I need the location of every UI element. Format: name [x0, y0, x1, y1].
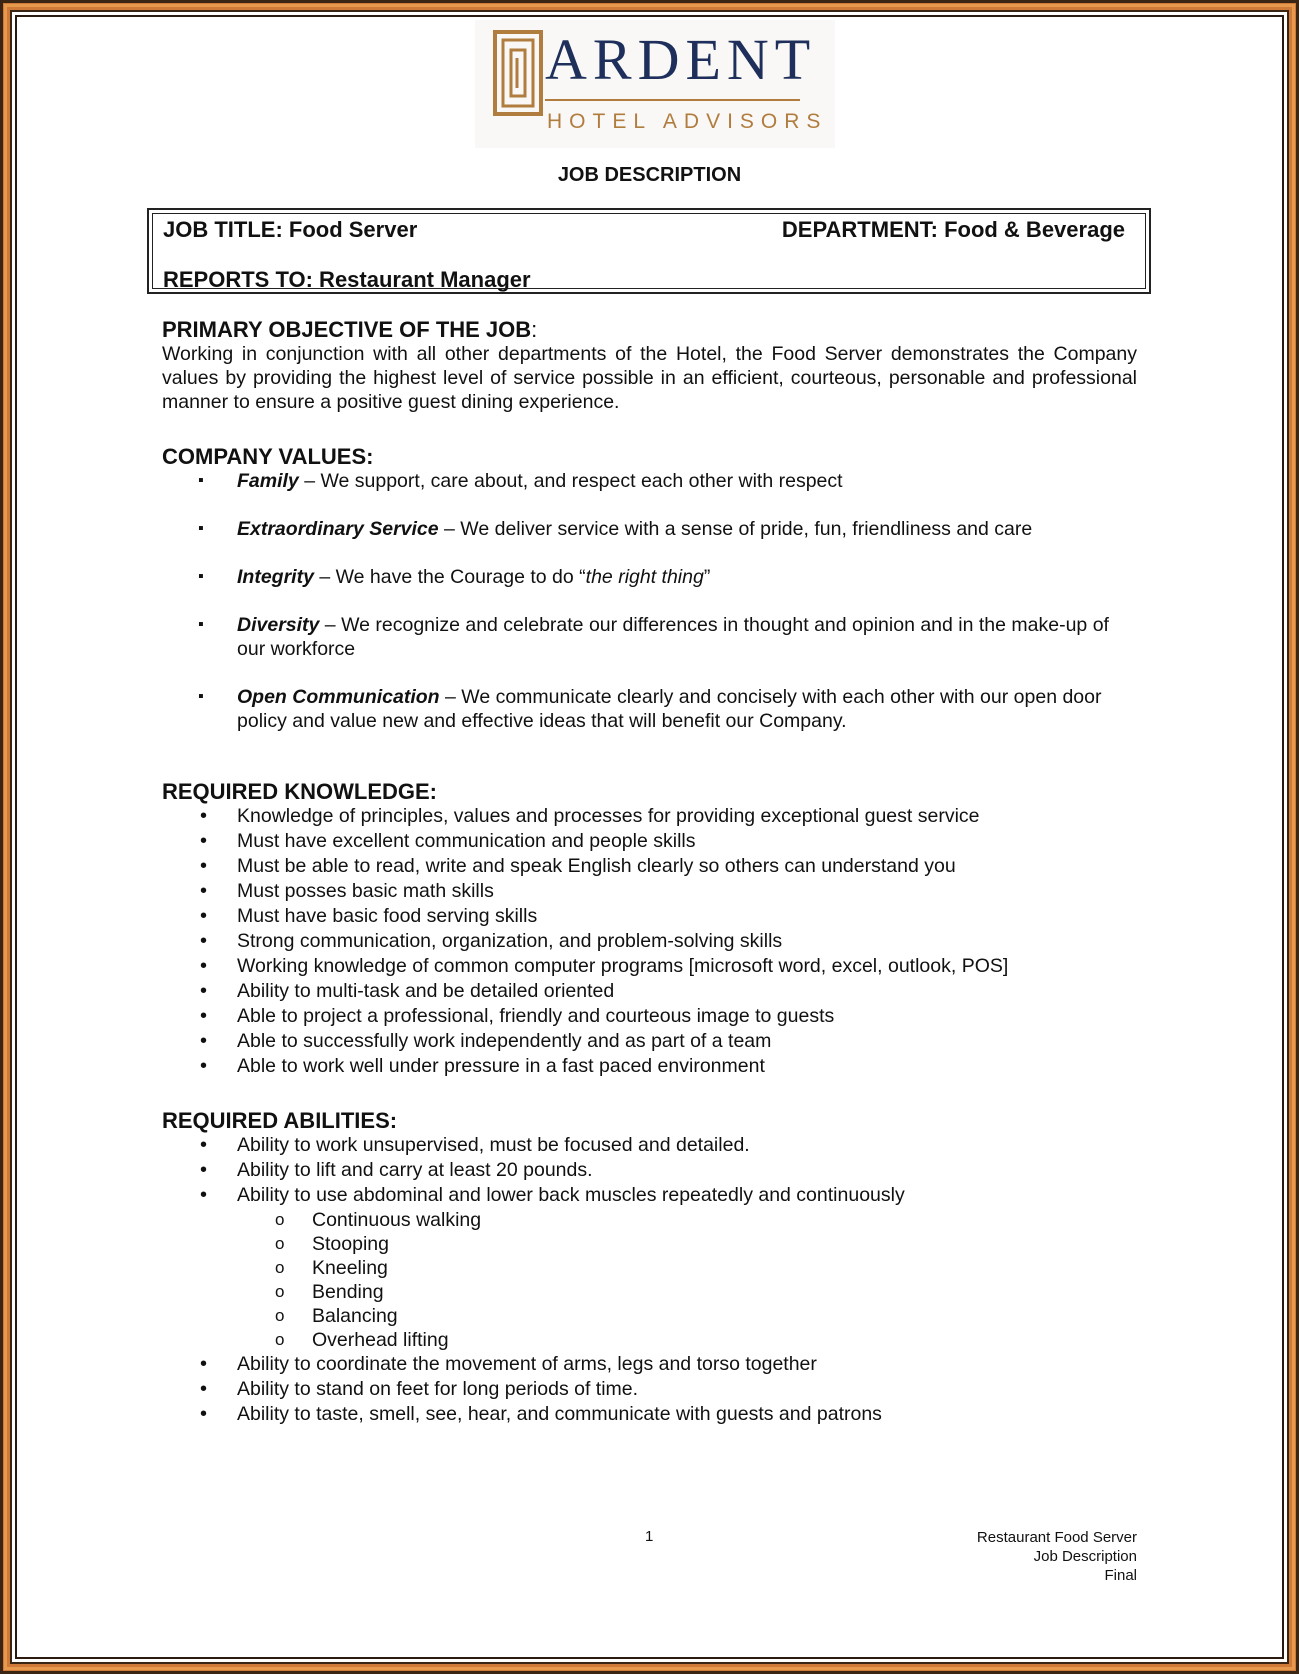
knowledge-item: • Must have basic food serving skills	[162, 904, 1137, 929]
department: DEPARTMENT: Food & Beverage	[781, 217, 1125, 242]
job-info-box	[147, 208, 1151, 294]
section-heading-objective: PRIMARY OBJECTIVE OF THE JOB:	[162, 317, 538, 342]
section-heading-knowledge: REQUIRED KNOWLEDGE:	[162, 779, 437, 804]
value-text: – We recognize and celebrate our differences in thought and opinion and in the make-up of our workforce	[237, 614, 1109, 660]
knowledge-item: • Must have excellent communication and people skills	[162, 829, 1137, 854]
page-number: 1	[645, 1528, 654, 1545]
reports-to: REPORTS TO: Restaurant Manager	[163, 267, 531, 292]
ability-sub-item: o Overhead lifting	[162, 1328, 1137, 1352]
logo-tagline: HOTEL ADVISORS	[547, 110, 828, 133]
knowledge-item: • Able to work well under pressure in a fast paced environment	[162, 1054, 1137, 1079]
knowledge-item: • Knowledge of principles, values and processes for providing exceptional guest service	[162, 804, 1137, 829]
abilities-sub-list	[162, 1208, 1137, 1352]
ability-sub-item: o Kneeling	[162, 1256, 1137, 1280]
value-text: – We support, care about, and respect each other with respect	[298, 470, 843, 492]
abilities-list-continued	[162, 1352, 1137, 1427]
knowledge-item: • Must posses basic math skills	[162, 879, 1137, 904]
logo-wordmark: ARDENT	[545, 27, 817, 92]
ability-item: • Ability to work unsupervised, must be focused and detailed.	[162, 1133, 1137, 1158]
ability-sub-item: o Stooping	[162, 1232, 1137, 1256]
required-abilities-section	[162, 1109, 1137, 1427]
ability-item: • Ability to taste, smell, see, hear, and communicate with guests and patrons	[162, 1402, 1137, 1427]
knowledge-list	[162, 804, 1137, 1079]
value-emphasis: the right thing	[585, 566, 704, 588]
ability-sub-item: o Bending	[162, 1280, 1137, 1304]
required-knowledge-section	[162, 780, 1137, 1079]
ability-item: • Ability to stand on feet for long periods of time.	[162, 1377, 1137, 1402]
value-item	[162, 517, 1137, 541]
value-text: – We deliver service with a sense of pride, fun, friendliness and care	[438, 518, 1033, 540]
primary-objective-section	[162, 318, 1137, 414]
document-title: JOB DESCRIPTION	[557, 164, 742, 186]
value-item	[162, 613, 1137, 661]
footer-line: Restaurant Food Server	[976, 1529, 1137, 1546]
value-item	[162, 685, 1137, 733]
value-item	[162, 469, 1137, 493]
knowledge-item: • Able to successfully work independently and as part of a team	[162, 1029, 1137, 1054]
document-body	[162, 318, 1137, 1427]
footer-doc-info	[977, 1528, 1137, 1585]
company-logo	[475, 20, 835, 148]
value-name: Open Communication	[237, 686, 440, 708]
footer-line: Final	[1104, 1567, 1137, 1584]
company-values-section	[162, 445, 1137, 733]
value-text: – We have the Courage to do “	[313, 566, 586, 588]
job-title: JOB TITLE: Food Server	[163, 217, 418, 242]
value-text-tail: ”	[703, 566, 711, 588]
value-item	[162, 565, 1137, 589]
ability-item: • Ability to lift and carry at least 20 pounds.	[162, 1158, 1137, 1183]
value-name: Diversity	[237, 614, 320, 636]
objective-text: Working in conjunction with all other departments of the Hotel, the Food Server demonstrates the Company values by providing the highest level of service possible in an efficient, courteous, personable and professional manner to ensure a positive guest dining experience.	[162, 343, 1137, 413]
knowledge-item: • Able to project a professional, friendly and courteous image to guests	[162, 1004, 1137, 1029]
knowledge-item: • Working knowledge of common computer programs [microsoft word, excel, outlook, POS]	[162, 954, 1137, 979]
value-name: Integrity	[237, 566, 314, 588]
logo-mark-icon	[493, 30, 543, 116]
section-heading-abilities: REQUIRED ABILITIES:	[162, 1108, 398, 1133]
ability-sub-item: o Continuous walking	[162, 1208, 1137, 1232]
knowledge-item: • Ability to multi-task and be detailed oriented	[162, 979, 1137, 1004]
abilities-list	[162, 1133, 1137, 1208]
value-text: – We communicate clearly and concisely with each other with our open door policy and value new and effective ideas that will benefit our Company.	[237, 686, 1102, 732]
values-list	[162, 469, 1137, 733]
footer-line: Job Description	[1033, 1548, 1137, 1565]
ability-item: • Ability to use abdominal and lower back muscles repeatedly and continuously	[162, 1183, 1137, 1208]
knowledge-item: • Must be able to read, write and speak English clearly so others can understand you	[162, 854, 1137, 879]
knowledge-item: • Strong communication, organization, and problem-solving skills	[162, 929, 1137, 954]
ability-item: • Ability to coordinate the movement of arms, legs and torso together	[162, 1352, 1137, 1377]
value-name: Family	[237, 470, 299, 492]
ability-sub-item: o Balancing	[162, 1304, 1137, 1328]
section-heading-values: COMPANY VALUES:	[162, 444, 374, 469]
value-name: Extraordinary Service	[237, 518, 439, 540]
logo-rule	[545, 99, 800, 101]
